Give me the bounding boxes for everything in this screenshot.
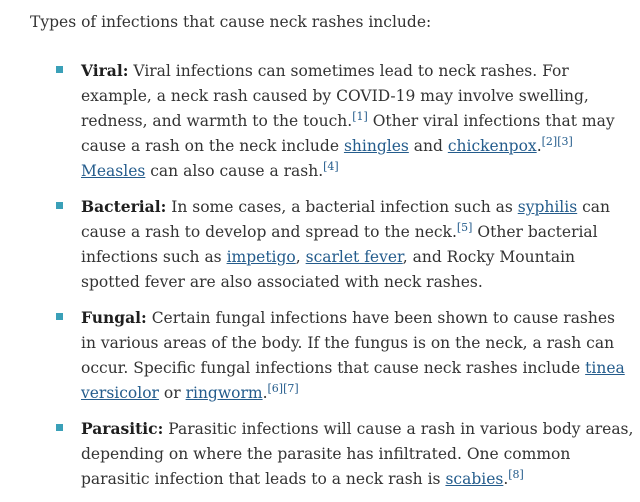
list-item-parasitic — [0, 416, 640, 492]
term-fungal: Fungal: — [81, 308, 147, 327]
link-chickenpox[interactable]: chickenpox — [447, 137, 537, 155]
bullet-icon — [56, 313, 63, 320]
body-text: Other viral infections that may cause a rash on the neck include — [81, 112, 615, 155]
citation-2[interactable]: [2] — [541, 134, 558, 148]
term-parasitic: Parasitic: — [81, 419, 164, 438]
bullet-icon — [56, 66, 63, 73]
list-item-fungal — [0, 305, 640, 406]
body-text: can cause a rash to develop and spread to the neck. — [81, 198, 611, 241]
link-impetigo[interactable]: impetigo — [226, 248, 296, 266]
body-text: . — [503, 470, 509, 488]
body-text: Viral infections can sometimes lead to neck rashes. For example, a neck rash caused by COVID-19 may involve swelling, redness, and warmth to the touch. — [81, 62, 589, 130]
body-text: , and Rocky Mountain spotted fever are also associated with neck rashes. — [81, 248, 576, 291]
link-syphilis[interactable]: syphilis — [517, 198, 578, 216]
citation-7[interactable]: [7] — [283, 381, 299, 395]
body-text: Certain fungal infections have been shown to cause rashes in various areas of the body. If the fungus is on the neck, a rash can occur. Specific fungal infections that cause neck rashes include — [81, 309, 615, 377]
body-text: . — [536, 137, 542, 155]
citation-4[interactable]: [4] — [323, 159, 339, 173]
body-text: or — [158, 384, 186, 402]
link-tinea-versicolor[interactable]: tinea versicolor — [81, 359, 625, 402]
body-text: In some cases, a bacterial infection such as — [166, 198, 518, 216]
term-viral: Viral: — [81, 61, 129, 80]
body-text: Other bacterial infections such as — [81, 223, 598, 266]
citation-8[interactable]: [8] — [508, 467, 524, 481]
body-text: . — [262, 384, 268, 402]
body-text: and — [408, 137, 448, 155]
citation-3[interactable]: [3] — [557, 134, 573, 148]
link-scabies[interactable]: scabies — [445, 470, 504, 488]
list-item-bacterial — [0, 194, 640, 295]
link-ringworm[interactable]: ringworm — [185, 384, 263, 402]
bullet-icon — [56, 424, 63, 431]
section-intro: Types of infections that cause neck rashes include: — [30, 13, 432, 31]
list-item-viral — [0, 58, 640, 184]
citation-6[interactable]: [6] — [267, 381, 284, 395]
infection-types-list — [0, 58, 640, 502]
body-text: Parasitic infections will cause a rash in various body areas, depending on where the parasite has infiltrated. One common parasitic infection that leads to a neck rash is — [81, 420, 634, 488]
citation-5[interactable]: [5] — [456, 220, 473, 234]
term-bacterial: Bacterial: — [81, 197, 167, 216]
body-text: can also cause a rash. — [145, 162, 324, 180]
link-measles[interactable]: Measles — [81, 162, 146, 180]
citation-1[interactable]: [1] — [352, 109, 368, 123]
link-shingles[interactable]: shingles — [343, 137, 409, 155]
bullet-icon — [56, 202, 63, 209]
link-scarlet-fever[interactable]: scarlet fever — [305, 248, 403, 266]
body-text: , — [295, 248, 306, 266]
